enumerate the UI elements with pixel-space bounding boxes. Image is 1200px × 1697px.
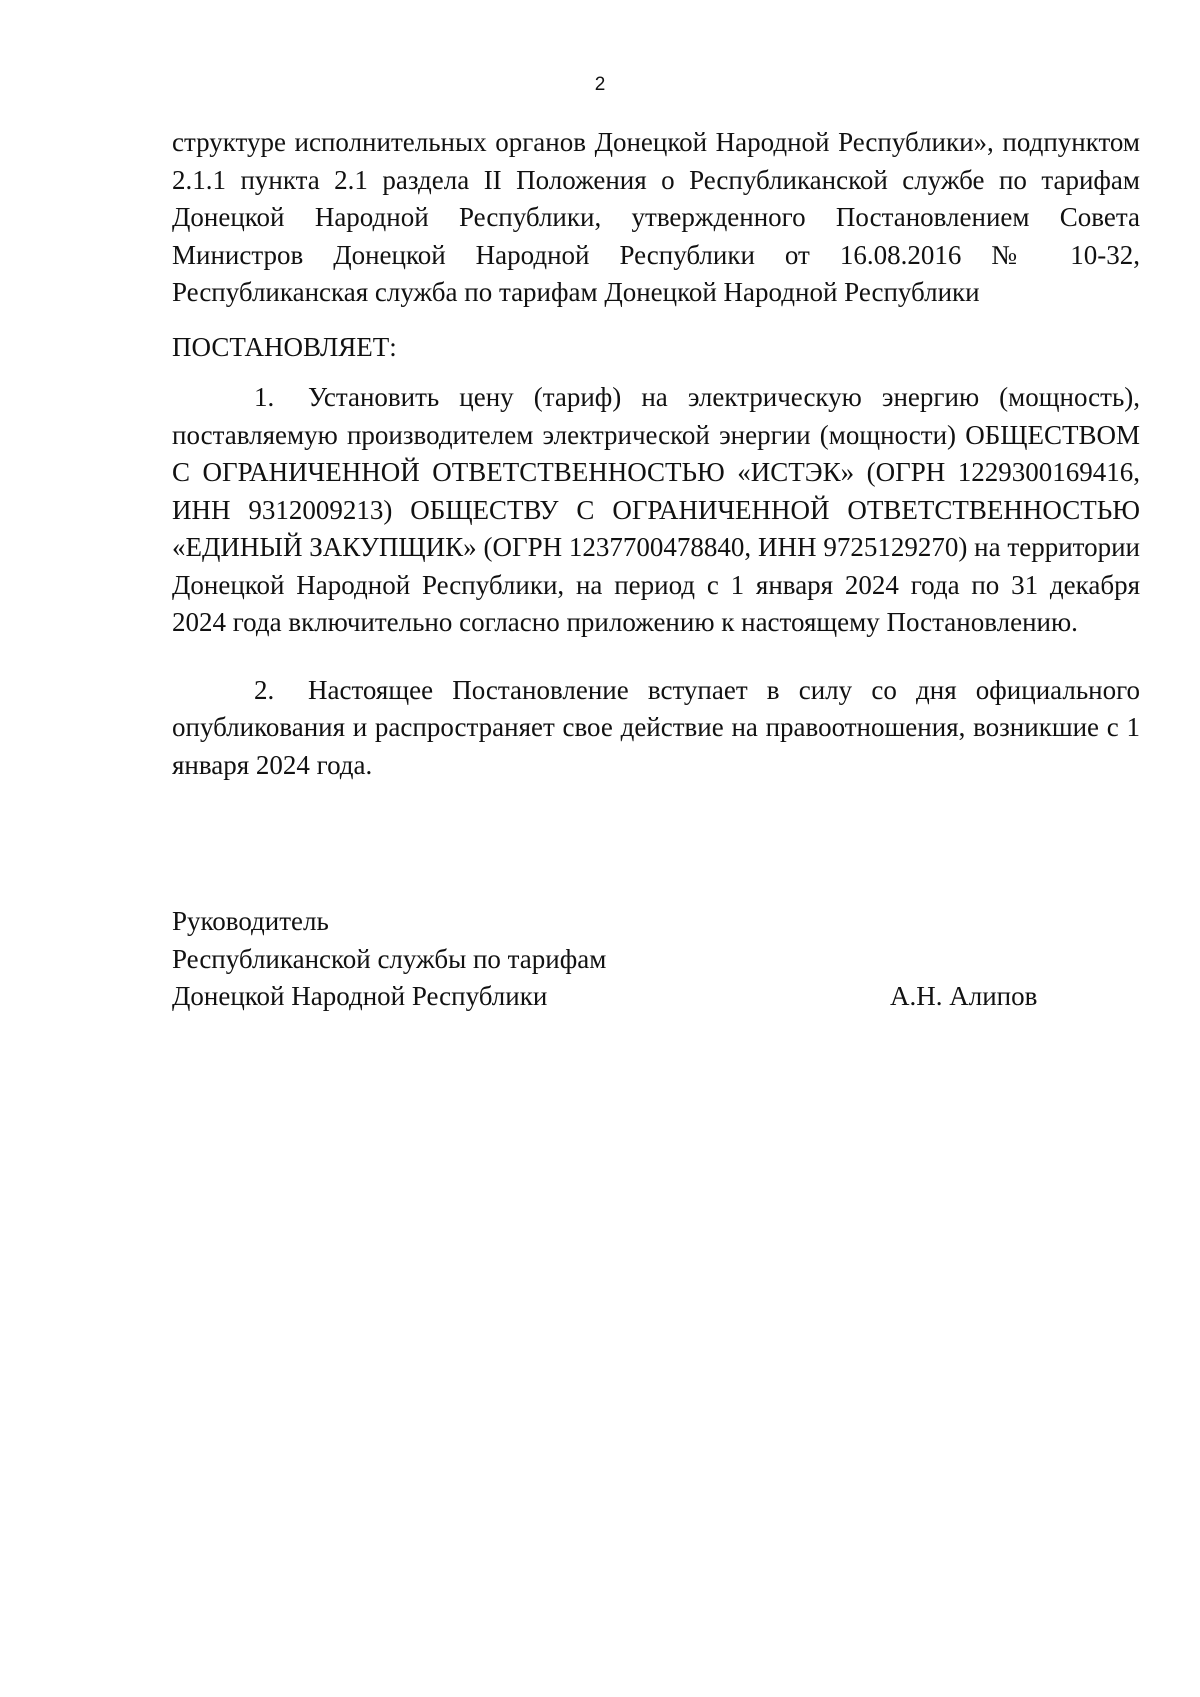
resolve-heading: ПОСТАНОВЛЯЕТ:: [172, 331, 397, 362]
signatory-position-line-1: Руководитель: [172, 906, 329, 936]
item-2-text: Настоящее Постановление вступает в силу со дня официального опубликования и распространяет свое действие на правоотношения, возникшие с 1 января 2024 года.: [172, 674, 1140, 780]
document-body: [172, 124, 1140, 784]
signatory-position-line-3-row: [172, 978, 1140, 1016]
item-2-number: 2.: [254, 674, 275, 705]
signatory-name: А.Н. Алипов: [890, 981, 1038, 1011]
item-1-text: Установить цену (тариф) на электрическую энергию (мощность), поставляемую производителем электрической энергии (мощности) ОБЩЕСТВОМ С ОГРАНИЧЕННОЙ ОТВЕТСТВЕННОСТЬЮ «ИСТЭК» (ОГРН 1229300169416, ИНН 9312009213) ОБЩЕСТВУ С ОГРАНИЧЕННОЙ ОТВЕТСТВЕННОСТЬЮ «ЕДИНЫЙ ЗАКУПЩИК» (ОГРН 1237700478840, ИНН 9725129270) на территории Донецкой Народной Республики, на период с 1 января 2024 года по 31 декабря 2024 года включительно согласно приложению к настоящему Постановлению.: [172, 382, 1140, 637]
signature-block: [172, 903, 1140, 1016]
page-number: 2: [594, 74, 606, 95]
item-1-number: 1.: [254, 382, 275, 412]
intro-paragraph: структуре исполнительных органов Донецкой Народной Республики», подпунктом 2.1.1 пункта 2.1 раздела II Положения о Республиканской службе по тарифам Донецкой Народной Республики, утвержденного Постановлением Совета Министров Донецкой Народной Республики от 16.08.2016 № 10-32, Республиканская служба по тарифам Донецкой Народной Республики: [172, 127, 1140, 307]
signatory-position-line-3: Донецкой Народной Республики: [172, 981, 548, 1011]
signatory-position-line-2: Республиканской службы по тарифам: [172, 943, 607, 974]
item-2: [172, 672, 1140, 785]
item-1: [172, 379, 1140, 642]
